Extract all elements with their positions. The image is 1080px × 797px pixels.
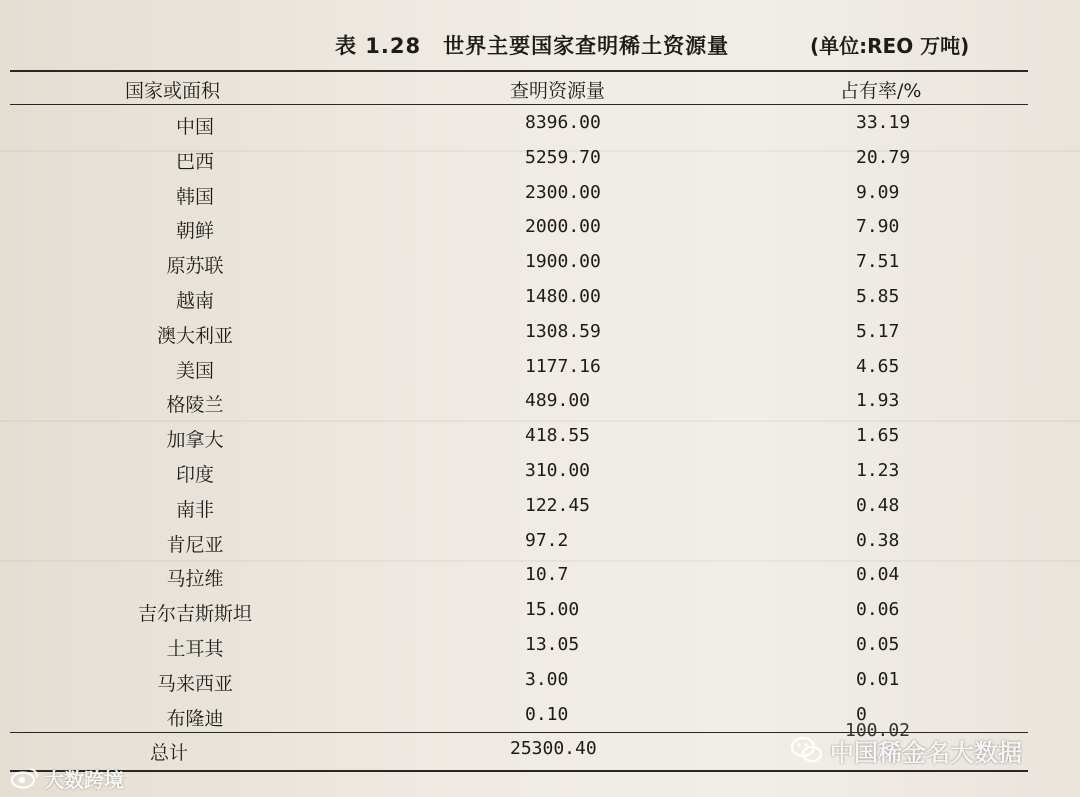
table-row: [0, 147, 1080, 181]
table-title-text: 世界主要国家查明稀土资源量: [443, 34, 730, 58]
country-cell: 印度: [175, 464, 214, 486]
watermark-right-text: 中国稀金名大数据: [830, 738, 1022, 767]
amount-cell: 15.00: [525, 599, 580, 621]
watermark-left: [10, 764, 124, 792]
weibo-eye-icon: [10, 766, 40, 790]
table-bottom-rule: [10, 770, 1028, 772]
table-title: [335, 30, 729, 60]
share-cell: 0.48: [856, 494, 900, 516]
total-share: 100.02: [845, 720, 911, 741]
amount-cell: 5259.70: [525, 146, 601, 168]
country-cell: 越南: [175, 290, 214, 312]
country-cell: 格陵兰: [166, 394, 224, 417]
table-caption: [0, 30, 1080, 60]
country-cell: 澳大利亚: [156, 324, 233, 347]
amount-cell: 418.55: [525, 425, 591, 447]
table-row: [0, 634, 1080, 668]
table-row: [0, 564, 1080, 598]
country-cell: 马来西亚: [156, 672, 233, 695]
share-cell: 0.05: [856, 634, 900, 655]
amount-cell: 2300.00: [525, 181, 601, 203]
table-number: 表 1.28: [335, 34, 422, 58]
country-cell: 韩国: [175, 185, 214, 208]
country-cell: 加拿大: [166, 429, 224, 452]
amount-cell: 0.10: [525, 703, 569, 725]
table-unit: (单位:REO 万吨): [810, 34, 970, 58]
share-cell: 7.90: [856, 216, 900, 238]
table-row: [0, 251, 1080, 285]
amount-cell: 489.00: [525, 390, 591, 412]
share-cell: 5.85: [856, 286, 900, 307]
share-cell: 1.65: [856, 425, 900, 447]
country-cell: 巴西: [175, 150, 214, 173]
share-cell: 0: [856, 703, 867, 725]
share-cell: 0.04: [856, 564, 900, 586]
watermark-right: [790, 730, 1022, 770]
share-cell: 0.38: [856, 529, 900, 551]
country-cell: 南非: [175, 498, 214, 521]
header-rule: [10, 104, 1028, 105]
table-row: [0, 425, 1080, 459]
table-top-rule: [10, 70, 1028, 72]
share-cell: 1.23: [856, 460, 900, 481]
column-header-amount: 查明资源量: [510, 80, 606, 102]
table-row: [0, 495, 1080, 529]
country-cell: 肯尼亚: [166, 533, 224, 556]
table-row: [0, 286, 1080, 320]
amount-cell: 1308.59: [525, 320, 601, 342]
amount-cell: 1480.00: [525, 286, 601, 307]
amount-cell: 97.2: [525, 529, 569, 551]
share-cell: 0.06: [856, 599, 900, 621]
wechat-icon: [790, 735, 824, 765]
share-cell: 4.65: [856, 355, 900, 377]
total-label: 总计: [150, 742, 189, 764]
amount-cell: 13.05: [525, 634, 580, 655]
table-row: [0, 182, 1080, 216]
table-row: [0, 356, 1080, 390]
amount-cell: 122.45: [525, 494, 591, 516]
country-cell: 吉尔吉斯斯坦: [137, 603, 252, 626]
amount-cell: 310.00: [525, 460, 591, 481]
amount-cell: 10.7: [525, 564, 569, 586]
amount-cell: 1900.00: [525, 251, 601, 273]
country-cell: 朝鲜: [175, 220, 214, 243]
share-cell: 1.93: [856, 390, 900, 412]
share-cell: 5.17: [856, 320, 900, 342]
amount-cell: 8396.00: [525, 112, 601, 133]
total-amount: 25300.40: [510, 738, 597, 759]
table-row: [0, 112, 1080, 146]
share-cell: 33.19: [856, 112, 911, 133]
country-cell: 原苏联: [166, 255, 224, 278]
amount-cell: 2000.00: [525, 216, 601, 238]
table-row: [0, 460, 1080, 494]
column-header-share: 占有率/%: [840, 80, 922, 102]
watermark-left-text: 大数跨境: [44, 767, 124, 792]
amount-cell: 1177.16: [525, 355, 601, 377]
country-cell: 美国: [175, 359, 214, 382]
table-row: [0, 390, 1080, 424]
share-cell: 7.51: [856, 251, 900, 273]
table-row: [0, 321, 1080, 355]
table-row: [0, 216, 1080, 250]
share-cell: 20.79: [856, 146, 911, 168]
country-cell: 布隆迪: [166, 707, 224, 730]
amount-cell: 3.00: [525, 668, 569, 690]
table-row: [0, 599, 1080, 633]
table-row: [0, 669, 1080, 703]
table-row: [0, 530, 1080, 564]
country-cell: 马拉维: [166, 568, 224, 591]
share-cell: 9.09: [856, 181, 900, 203]
country-cell: 中国: [175, 116, 214, 138]
country-cell: 土耳其: [166, 638, 224, 660]
column-header-country: 国家或面积: [125, 80, 221, 102]
share-cell: 0.01: [856, 668, 900, 690]
